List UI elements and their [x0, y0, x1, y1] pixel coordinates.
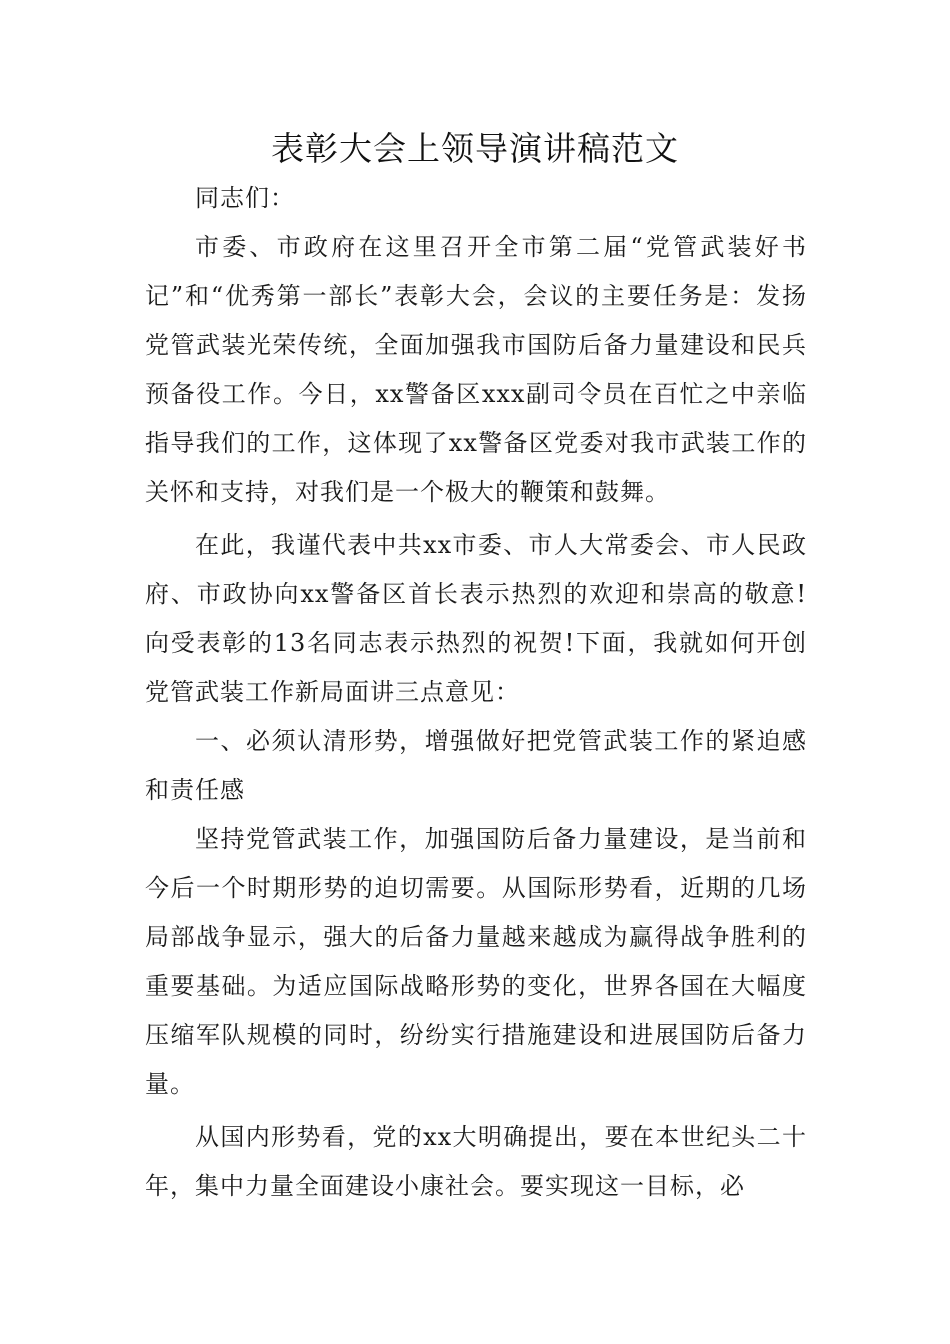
- section-heading: 一、必须认清形势，增强做好把党管武装工作的紧迫感和责任感: [145, 727, 807, 804]
- body-paragraph: 从国内形势看，党的xx大明确提出，要在本世纪头二十年，集中力量全面建设小康社会。要实现这一目标，必: [145, 1123, 807, 1200]
- body-paragraph: 坚持党管武装工作，加强国防后备力量建设，是当前和今后一个时期形势的迫切需要。从国际形势看，近期的几场局部战争显示，强大的后备力量越来越成为赢得战争胜利的重要基础。为适应国际战略形势的变化，世界各国在大幅度压缩军队规模的同时，纷纷实行措施建设和进展国防后备力量。: [145, 825, 807, 1098]
- document-body: [145, 174, 807, 1211]
- document-title: 表彰大会上领导演讲稿范文: [271, 129, 679, 168]
- body-paragraph: 市委、市政府在这里召开全市第二届“党管武装好书记”和“优秀第一部长”表彰大会，会议的主要任务是：发扬党管武装光荣传统，全面加强我市国防后备力量建设和民兵预备役工作。今日，xx警备区xxx副司令员在百忙之中亲临指导我们的工作，这体现了xx警备区党委对我市武装工作的关怀和支持，对我们是一个极大的鞭策和鼓舞。: [145, 233, 807, 506]
- body-paragraph: 在此，我谨代表中共xx市委、市人大常委会、市人民政府、市政协向xx警备区首长表示热烈的欢迎和崇高的敬意!向受表彰的13名同志表示热烈的祝贺!下面，我就如何开创党管武装工作新局面讲三点意见：: [145, 531, 807, 706]
- salutation-paragraph: 同志们：: [195, 184, 295, 212]
